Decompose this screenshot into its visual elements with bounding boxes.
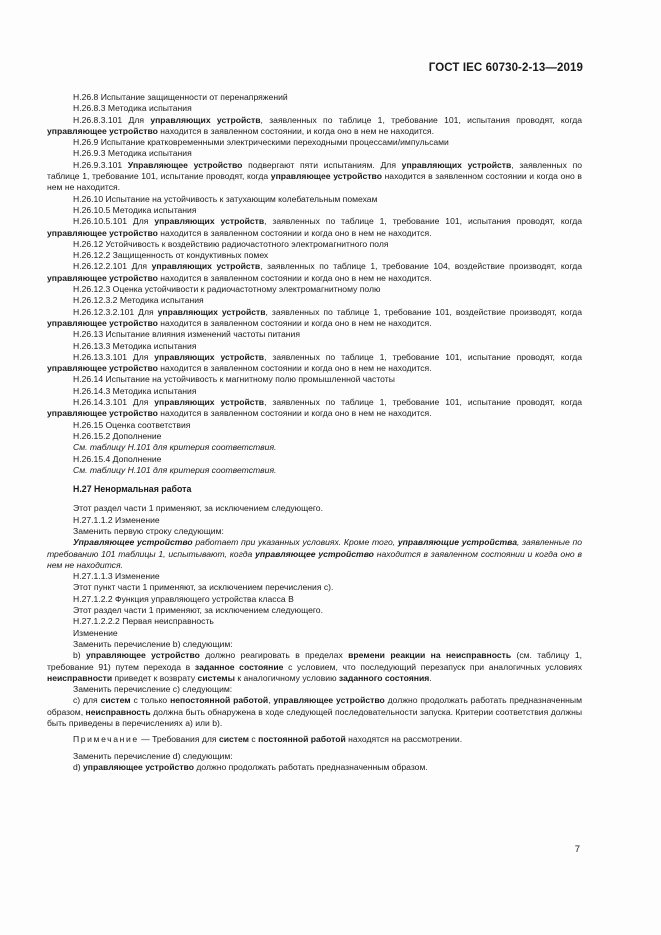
- clause-heading: H.26.8.3 Методика испытания: [73, 103, 192, 114]
- clause-paragraph: H.26.8.3.101 Для управляющих устройств, заявленных по таблице 1, требование 101, испытания проводят, когда управляющее устройство находится в заявленном состоянии, и когда оно в нем не находится.: [47, 114, 583, 136]
- clause-heading: H.27.1.1.3 Изменение: [73, 571, 160, 582]
- clause-paragraph: H.26.9.3.101 Управляющее устройство подвергают пяти испытаниям. Для управляющих устройств, заявленных по таблице 1, требование 101, испытание проводят, когда управляющее устройство находится в заявленном состоянии и когда оно в нем не находится.: [47, 159, 582, 193]
- clause-paragraph: H.26.14.3.101 Для управляющих устройств, заявленных по таблице 1, требование 101, испытание проводят, когда управляющее устройство находится в заявленном состоянии и когда оно в нем не находится.: [47, 397, 582, 419]
- note: Примечание — Требования для систем с постоянной работой находятся на рассмотрении.: [73, 734, 463, 745]
- standard-header: ГОСТ IEC 60730-2-13—2019: [428, 62, 583, 74]
- clause-text: Заменить перечисление d) следующим:: [73, 750, 233, 761]
- enumeration-item: b) управляющее устройство должно реагировать в пределах времени реакции на неисправность (см. таблицу 1, требование 91) путем перехода в заданное состояние с условием, что последующий перезапуск при аналогичных условиях неисправности приведет к возврату системы к аналогичному условию заданного состояния.: [47, 650, 583, 683]
- section-heading: H.27 Ненормальная работа: [73, 484, 192, 495]
- document-body: [47, 92, 582, 773]
- clause-paragraph: H.26.12.2.101 Для управляющих устройств, заявленных по таблице 1, требование 104, воздействие производят, когда управляющее устройство находится в заявленном состоянии и когда оно в нем не находится.: [47, 261, 582, 283]
- clause-heading: H.26.15.4 Дополнение: [73, 453, 162, 464]
- enumeration-item: c) для систем с только непостоянной работой, управляющее устройство должно продолжать работать предназначенным образом, неисправность должна быть обнаружена в ходе следующей последовательности запуска. Критерии соответствия должны быть приведены в перечислениях a) или b).: [47, 695, 582, 729]
- clause-heading: H.26.15 Оценка соответствия: [73, 419, 191, 430]
- clause-text: Этот раздел части 1 применяют, за исключением следующего.: [73, 503, 323, 514]
- clause-paragraph: H.26.13.3.101 Для управляющих устройств, заявленных по таблице 1, требование 101, испытание проводят, когда управляющее устройство находится в заявленном состоянии и когда оно в нем не находится.: [47, 351, 582, 374]
- clause-heading: H.27.1.2.2.2 Первая неисправность: [73, 616, 214, 627]
- clause-text: Заменить первую строку следующим:: [73, 525, 224, 536]
- clause-heading: H.26.12.3.2 Методика испытания: [73, 295, 204, 306]
- clause-paragraph: H.26.10.5.101 Для управляющих устройств, заявленных по таблице 1, требование 101, испытания проводят, когда управляющее устройство находится в заявленном состоянии и когда оно в нем не находится.: [47, 216, 582, 238]
- compliance-reference: См. таблицу H.101 для критерия соответствия.: [73, 464, 277, 475]
- clause-heading: H.26.8 Испытание защищенности от перенапряжений: [73, 92, 288, 102]
- clause-heading: H.26.14.3 Методика испытания: [73, 385, 197, 396]
- clause-heading: H.26.10 Испытание на устойчивость к затухающим колебательным помехам: [73, 193, 378, 204]
- clause-heading: H.27.1.1.2 Изменение: [73, 514, 160, 525]
- clause-heading: H.26.10.5 Методика испытания: [73, 204, 197, 215]
- clause-text: Изменение: [73, 627, 118, 638]
- clause-heading: H.26.9.3 Методика испытания: [73, 148, 192, 159]
- page-number: 7: [574, 844, 580, 855]
- clause-text: Этот пункт части 1 применяют, за исключением перечисления c).: [73, 582, 334, 593]
- compliance-reference: См. таблицу H.101 для критерия соответствия.: [73, 442, 277, 453]
- clause-heading: H.26.12 Устойчивость к воздействию радиочастотного электромагнитного поля: [73, 238, 389, 249]
- replacement-text: Управляющее устройство работает при указанных условиях. Кроме того, управляющие устройства, заявленные по требованию 101 таблицы 1, испытывают, когда управляющее устройство находится в заявленном состоянии и когда оно в нем не находится.: [47, 537, 583, 570]
- clause-text: Этот раздел части 1 применяют, за исключением следующего.: [73, 605, 323, 616]
- clause-text: Заменить перечисление b) следующим:: [73, 638, 233, 649]
- clause-heading: H.26.13.3 Методика испытания: [73, 340, 197, 351]
- enumeration-item: d) управляющее устройство должно продолжать работать предназначенным образом.: [73, 761, 428, 772]
- clause-heading: H.27.1.2.2 Функция управляющего устройства класса B: [73, 593, 294, 604]
- clause-paragraph: H.26.12.3.2.101 Для управляющих устройств, заявленных по таблице 1, требование 101, воздействие производят, когда управляющее устройство находится в заявленном состоянии и когда оно в нем не находится.: [47, 306, 582, 328]
- clause-text: Заменить перечисление c) следующим:: [73, 684, 233, 695]
- clause-heading: H.26.15.2 Дополнение: [73, 430, 162, 441]
- clause-heading: H.26.12.3 Оценка устойчивости к радиочастотному электромагнитному полю: [73, 284, 381, 295]
- clause-heading: H.26.9 Испытание кратковременными электрическими переходными процессами/импульсами: [73, 137, 449, 148]
- clause-heading: H.26.12.2 Защищенность от кондуктивных помех: [73, 250, 269, 261]
- clause-heading: H.26.14 Испытание на устойчивость к магнитному полю промышленной частоты: [73, 374, 395, 385]
- clause-heading: H.26.13 Испытание влияния изменений частоты питания: [73, 329, 300, 340]
